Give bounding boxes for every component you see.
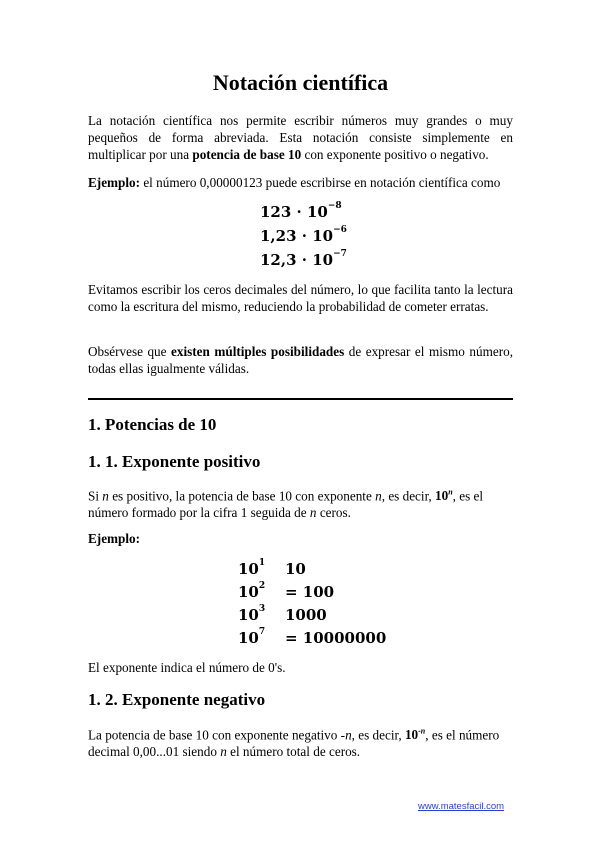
power-example-2: $10^2$ = 100 <box>238 581 335 601</box>
multi-bold: existen múltiples posibilidades <box>171 344 345 359</box>
section-heading-positive: 1. 1. Exponente positivo <box>88 452 261 471</box>
horizontal-rule <box>88 398 513 400</box>
exponent-note: El exponente indica el número de 0's. <box>88 660 286 675</box>
equation-1: $123 \cdot 10^{-8}$ <box>260 201 342 221</box>
page-title: Notación científica <box>212 70 389 95</box>
power-10n: 10$^n$ <box>435 488 453 504</box>
power-10-neg-n: $10^{-n}$ <box>404 727 426 743</box>
power-example-1: $10^1$ 10 <box>238 558 306 578</box>
section-heading-negative: 1. 2. Exponente negativo <box>88 690 266 709</box>
intro-paragraph: La notación científica nos permite escribir números muy grandes o muy pequeños de forma abreviada. Esta notación consiste simplemente en multiplicar por una potencia de base 10 con exponente positivo o negativo. <box>88 113 513 162</box>
positive-exponent-paragraph: Si n es positivo, la potencia de base 10 con exponente n, es decir, 10$^n$, es el número formado por la cifra 1 seguida de n ceros. <box>88 488 484 521</box>
example2-label: Ejemplo: <box>88 531 141 546</box>
power-example-4: $10^7$ = 10000000 <box>238 627 387 647</box>
multiple-possibilities-paragraph: Obsérvese que existen múltiples posibilidades de expresar el mismo número, todas ellas igualmente válidas. <box>88 344 513 376</box>
equation-2: $1,23 \cdot 10^{-6}$ <box>260 225 347 245</box>
negative-exponent-paragraph: La potencia de base 10 con exponente negativo -n, es decir, $10^{-n}$, es el número decimal 0,00...01 siendo n el número total de ceros. <box>88 727 500 760</box>
section-heading-powers: 1. Potencias de 10 <box>88 415 217 434</box>
avoid-zeros-paragraph: Evitamos escribir los ceros decimales del número, lo que facilita tanto la lectura como la escritura del mismo, reduciendo la probabilidad de cometer erratas. <box>88 282 513 314</box>
example1-label: Ejemplo: <box>88 175 141 190</box>
power-example-3: $10^3$ 1000 <box>238 604 327 624</box>
footer-link[interactable]: www.matesfacil.com <box>418 801 505 812</box>
intro-bold: potencia de base 10 <box>192 147 302 162</box>
example1-paragraph: Ejemplo: el número 0,00000123 puede escribirse en notación científica como <box>88 175 501 190</box>
equation-3: $12,3 \cdot 10^{-7}$ <box>260 249 347 269</box>
